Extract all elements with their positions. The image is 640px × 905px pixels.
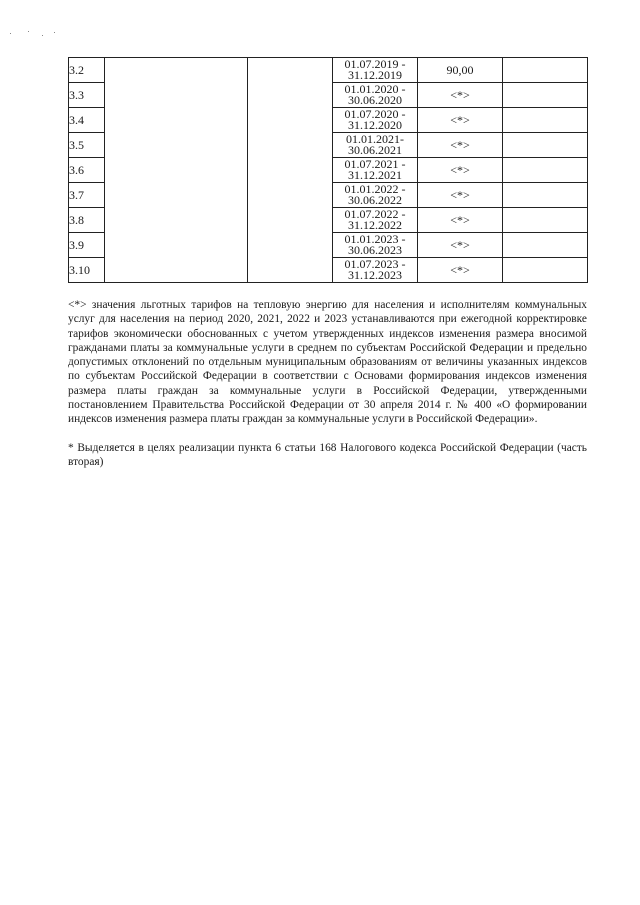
period-end: 31.12.2019 xyxy=(348,68,402,82)
period-end: 31.12.2022 xyxy=(348,218,402,232)
period-end: 30.06.2021 xyxy=(348,143,402,157)
period-start: 01.07.2020 - xyxy=(344,107,406,121)
tariff-value: <*> xyxy=(418,183,503,208)
scan-artifact xyxy=(8,30,58,40)
tariff-value: <*> xyxy=(418,208,503,233)
period-end: 31.12.2023 xyxy=(348,268,402,282)
period-end: 30.06.2020 xyxy=(348,93,402,107)
tax-footnote: * Выделяется в целях реализации пункта 6 статьи 168 Налогового кодекса Российской Федерации (часть вторая) xyxy=(68,442,587,469)
empty-cell xyxy=(503,183,588,208)
tariff-value: <*> xyxy=(418,133,503,158)
period-end: 31.12.2020 xyxy=(348,118,402,132)
period-cell xyxy=(333,233,418,258)
period-start: 01.01.2022 - xyxy=(344,182,406,196)
tariff-table-body xyxy=(69,58,588,283)
period-end: 31.12.2021 xyxy=(348,168,402,182)
tariff-value: <*> xyxy=(418,158,503,183)
period-end: 30.06.2022 xyxy=(348,193,402,207)
tariff-table xyxy=(68,57,588,283)
tariff-value: <*> xyxy=(418,233,503,258)
merged-column-a xyxy=(105,58,248,283)
empty-cell xyxy=(503,233,588,258)
tariff-value: 90,00 xyxy=(418,58,503,83)
period-cell xyxy=(333,258,418,283)
row-number: 3.6 xyxy=(69,158,105,183)
period-start: 01.07.2019 - xyxy=(344,57,406,71)
period-cell xyxy=(333,183,418,208)
empty-cell xyxy=(503,58,588,83)
tariff-value: <*> xyxy=(418,258,503,283)
period-cell xyxy=(333,133,418,158)
period-start: 01.01.2023 - xyxy=(344,232,406,246)
empty-cell xyxy=(503,108,588,133)
merged-column-b xyxy=(248,58,333,283)
empty-cell xyxy=(503,158,588,183)
period-cell xyxy=(333,108,418,133)
tariff-footnote: <*> значения льготных тарифов на тепловую энергию для населения и исполнителям коммунальных услуг для населения на период 2020, 2021, 2022 и 2023 устанавливаются при ежегодной корректировке тарифов экономически обоснованных с учетом утвержденных индексов изменения размера вносимой гражданами платы за коммунальные услуги в среднем по субъектам Российской Федерации и предельно допустимых отклонений по отдельным муниципальным образованиям от величины указанных индексов по субъектам Российской Федерации в соответствии с Основами формирования индексов изменения размера платы граждан за коммунальные услуги в Российской Федерации, утвержденными постановлением Правительства Российской Федерации от 30 апреля 2014 г. № 400 «О формировании индексов изменения размера платы граждан за коммунальные услуги в Российской Федерации». xyxy=(68,299,587,426)
empty-cell xyxy=(503,83,588,108)
period-cell xyxy=(333,158,418,183)
tariff-value: <*> xyxy=(418,108,503,133)
table-row xyxy=(69,58,588,83)
row-number: 3.5 xyxy=(69,133,105,158)
period-start: 01.07.2022 - xyxy=(344,207,406,221)
period-end: 30.06.2023 xyxy=(348,243,402,257)
period-cell xyxy=(333,208,418,233)
row-number: 3.9 xyxy=(69,233,105,258)
row-number: 3.4 xyxy=(69,108,105,133)
empty-cell xyxy=(503,133,588,158)
row-number: 3.10 xyxy=(69,258,105,283)
empty-cell xyxy=(503,208,588,233)
row-number: 3.2 xyxy=(69,58,105,83)
period-start: 01.01.2021- xyxy=(346,132,404,146)
tariff-value: <*> xyxy=(418,83,503,108)
empty-cell xyxy=(503,258,588,283)
row-number: 3.3 xyxy=(69,83,105,108)
row-number: 3.8 xyxy=(69,208,105,233)
period-start: 01.01.2020 - xyxy=(344,82,406,96)
period-cell xyxy=(333,83,418,108)
period-start: 01.07.2023 - xyxy=(344,257,406,271)
period-start: 01.07.2021 - xyxy=(344,157,406,171)
row-number: 3.7 xyxy=(69,183,105,208)
period-cell xyxy=(333,58,418,83)
